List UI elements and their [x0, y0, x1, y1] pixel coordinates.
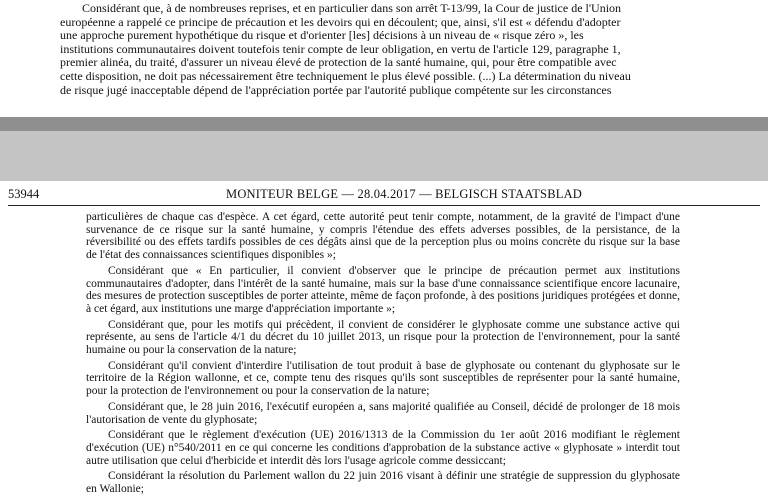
current-page: [0, 181, 768, 496]
paragraph-3: Considérant que, pour les motifs qui précèdent, il convient de considérer le glyphosate comme une substance active qui représente, au sens de l'article 4/1 du décret du 10 juillet 2013, un risque pour la protection de l'environnement, pour la santé humaine ou pour la conservation de la nature;: [86, 318, 680, 357]
top-line-3: une approche purement hypothétique du risque et d'orienter [les] décisions à un niveau de « risque zéro », les: [60, 28, 584, 43]
top-line-6: cette disposition, ne doit pas nécessairement être techniquement le plus élevé possible. (...) La détermination du niveau: [60, 69, 631, 83]
paragraph-7: Considérant la résolution du Parlement wallon du 22 juin 2016 visant à définir une stratégie de suppression du glyphosate en Wallonie;: [86, 470, 680, 496]
header-rule: [8, 205, 760, 206]
paragraph-6: Considérant que le règlement d'exécution (UE) 2016/1313 de la Commission du 1er août 2016 modifiant le règlement d'exécution (UE) n°540/2011 en ce qui concerne les conditions d'approbation de la substance active « glyphosate » interdit tout autre utilisation que celui d'herbicide et interdit dès lors l'usage agricole comme dessiccant;: [86, 429, 680, 467]
top-line-1: Considérant que, à de nombreuses reprises, et en particulier dans son arrêt T-13/99, la Cour de justice de l'Union: [82, 1, 622, 15]
page-header: [8, 187, 768, 205]
top-line-4: institutions communautaires doivent toutefois tenir compte de leur obligation, en vertu de l'article 129, paragraphe 1,: [60, 41, 621, 56]
top-line-5: premier alinéa, du traité, d'assurer un niveau élevé de protection de la santé humaine, qui, pour être compatible avec: [60, 55, 617, 70]
paragraph-5: Considérant que, le 28 juin 2016, l'exécutif européen a, sans majorité qualifiée au Conseil, décidé de prolonger de 18 mois l'autorisation de vente du glyphosate;: [86, 400, 680, 426]
page-separator-shadow: [0, 117, 768, 131]
paragraph-2: Considérant que « En particulier, il convient d'observer que le principe de précaution permet aux institutions communautaires d'adopter, dans l'intérêt de la santé humaine, mais sur la base d'une connaissance scientifique encore lacunaire, des mesures de protection susceptibles de porter atteinte, même de façon profonde, à des positions juridiques protégées et donne, à cet égard, aux institutions une marge d'appréciation importante »;: [86, 264, 680, 315]
body-text: [86, 211, 680, 499]
paragraph-4: Considérant qu'il convient d'interdire l'utilisation de tout produit à base de glyphosate ou contenant du glyphosate sur le territoire de la Région wallonne, et ce, compte tenu des risques qu'ils sont susceptibles de représenter pour la santé humaine, pour la protection de l'environnement ou pour la conservation de la nature;: [86, 359, 680, 398]
previous-page-fragment: [0, 0, 768, 117]
top-line-2: européenne a rappelé ce principe de précaution et les devoirs qui en découlent; que, ainsi, s'il est « défendu d'adopter: [60, 14, 621, 29]
top-line-7: de risque jugé inacceptable dépend de l'appréciation portée par l'autorité publique compétente sur les circonstances: [60, 82, 612, 97]
journal-title: MONITEUR BELGE — 28.04.2017 — BELGISCH STAATSBLAD: [226, 187, 583, 201]
page-separator: [0, 117, 768, 181]
paragraph-1: particulières de chaque cas d'espèce. A cet égard, cette autorité peut tenir compte, notamment, de la gravité de l'impact d'une survenance de ce risque sur la santé humaine, y compris l'étendue des effets adverses possibles, de la persistance, de la réversibilité ou des effets tardifs possibles de ces dégâts ainsi que de la perception plus ou moins concrète du risque sur la base de l'état des connaissances scientifiques disponibles »;: [86, 211, 680, 262]
page-number: 53944: [8, 187, 40, 201]
